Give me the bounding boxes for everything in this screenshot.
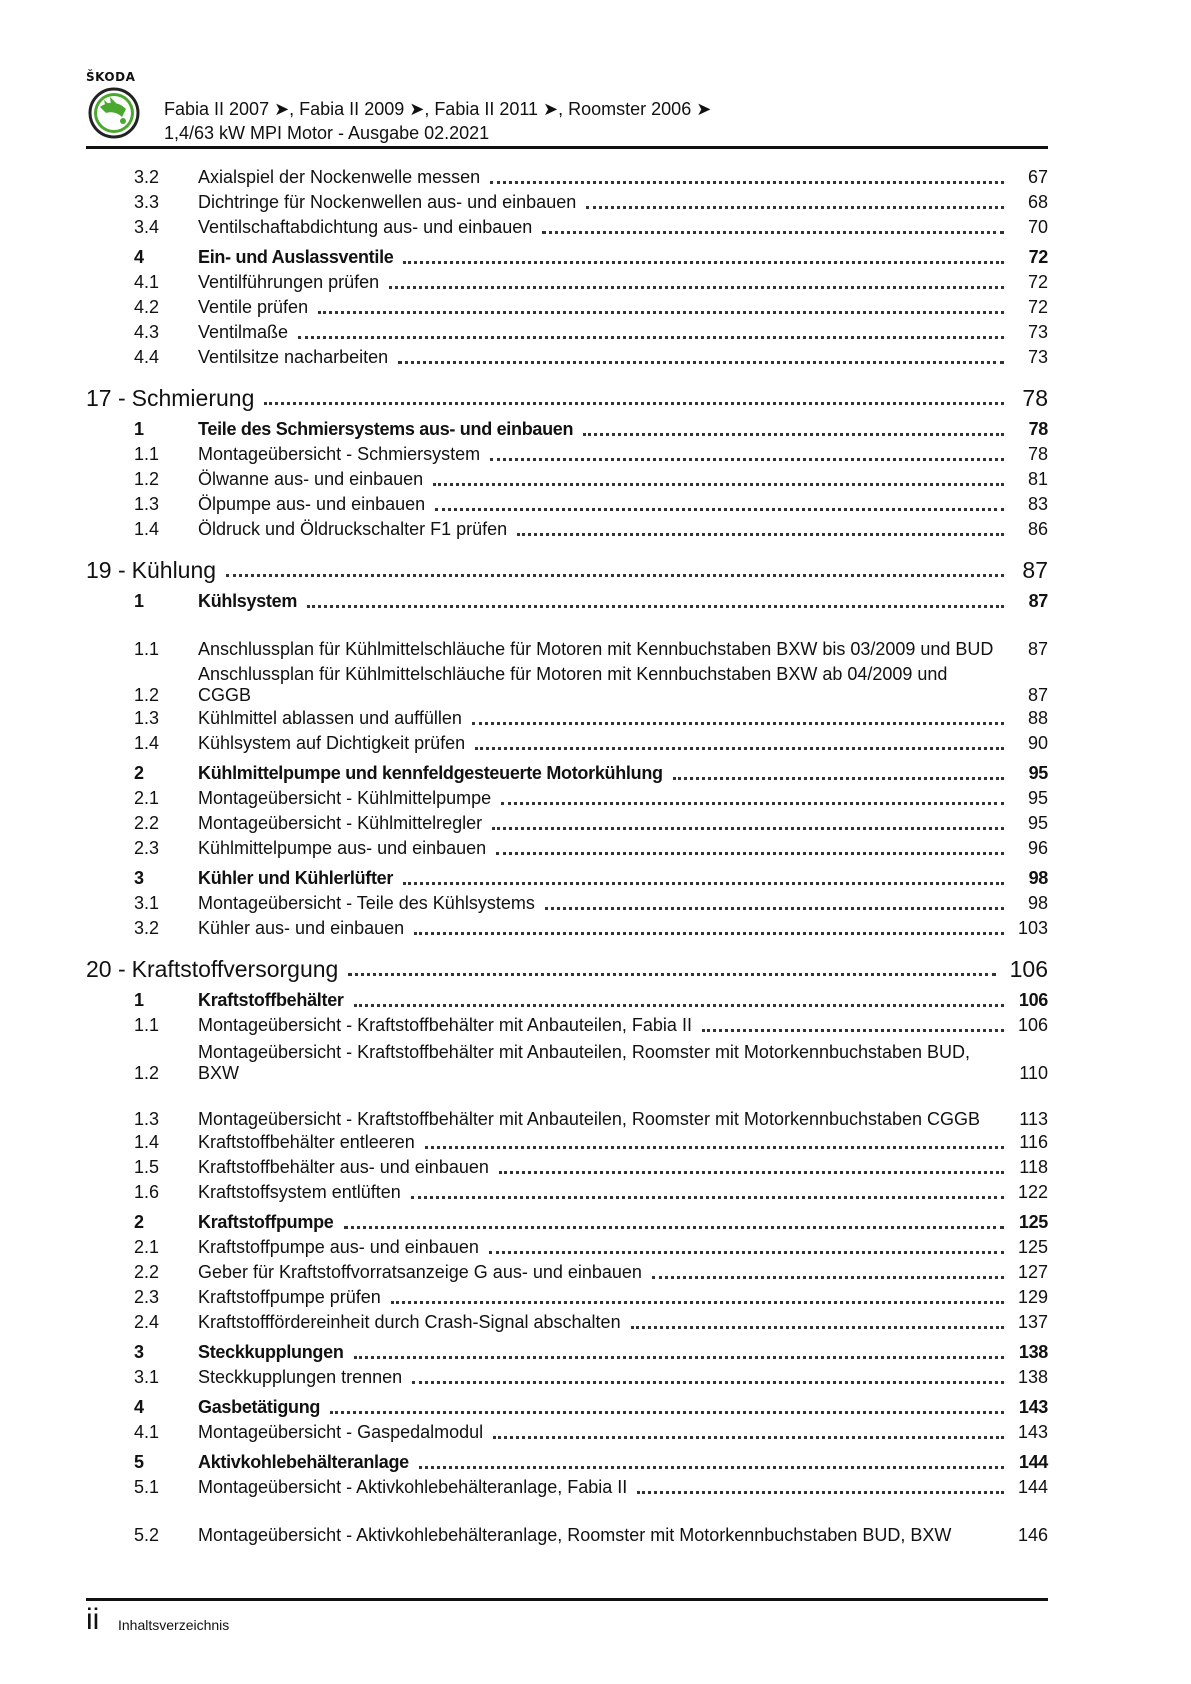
toc-entry-title[interactable]: Montageübersicht - Teile des Kühlsystems bbox=[198, 891, 545, 916]
toc-entry-page[interactable]: 78 bbox=[1028, 419, 1048, 439]
toc-entry-page[interactable]: 125 bbox=[1018, 1212, 1048, 1232]
toc-entry-number: 3.4 bbox=[134, 217, 160, 237]
dot-leader bbox=[298, 335, 1004, 339]
toc-entry-page[interactable]: 87 bbox=[1022, 557, 1048, 583]
toc-entry-number: 1.1 bbox=[134, 444, 160, 464]
toc-entry-title[interactable]: Montageübersicht - Schmiersystem bbox=[198, 442, 490, 467]
dot-leader bbox=[583, 432, 1004, 436]
toc-entry-page[interactable]: 67 bbox=[1027, 167, 1048, 187]
toc-entry-page[interactable]: 103 bbox=[1017, 918, 1048, 938]
toc-entry-page[interactable]: 125 bbox=[1017, 1237, 1048, 1257]
toc-entry-title[interactable]: Axialspiel der Nockenwelle messen bbox=[198, 165, 490, 190]
toc-entry-page[interactable]: 138 bbox=[1018, 1342, 1048, 1362]
dot-leader bbox=[490, 457, 1004, 461]
toc-entry-number: 4.1 bbox=[134, 1422, 160, 1442]
toc-entry-page[interactable]: 81 bbox=[1027, 469, 1048, 489]
toc-entry-title[interactable]: Kühler aus- und einbauen bbox=[198, 916, 414, 941]
header-divider bbox=[86, 146, 1048, 149]
toc-entry[interactable] bbox=[86, 1038, 1048, 1084]
toc-entry-number: 1.6 bbox=[134, 1182, 160, 1202]
toc-entry[interactable] bbox=[86, 1235, 1048, 1260]
toc-entry-title[interactable]: Kühler und Kühlerlüfter bbox=[198, 866, 403, 891]
toc-entry-number: 1 bbox=[134, 990, 144, 1010]
toc-entry-title[interactable]: Kraftstoffbehälter entleeren bbox=[198, 1130, 425, 1155]
toc-entry[interactable] bbox=[86, 492, 1048, 517]
toc-entry[interactable] bbox=[86, 442, 1048, 467]
footer-section-label: Inhaltsverzeichnis bbox=[118, 1617, 230, 1633]
toc-entry-title[interactable]: Montageübersicht - Kraftstoffbehälter mit Anbauteilen, Roomster mit Motorkennbuchstaben CGGB bbox=[198, 1109, 1004, 1130]
toc-entry[interactable] bbox=[86, 891, 1048, 916]
toc-entry-number: 1.3 bbox=[134, 708, 160, 728]
toc-entry[interactable] bbox=[86, 165, 1048, 190]
toc-entry-title[interactable]: Ein- und Auslassventile bbox=[198, 245, 403, 270]
toc-entry-page[interactable]: 129 bbox=[1017, 1287, 1048, 1307]
toc-entry-title[interactable]: Anschlussplan für Kühlmittelschläuche für Motoren mit Kennbuchstaben BXW bis 03/2009 und BUD bbox=[198, 639, 1004, 660]
toc-entry[interactable] bbox=[86, 270, 1048, 295]
dot-leader bbox=[264, 401, 1004, 405]
dot-leader bbox=[496, 851, 1004, 855]
dot-leader bbox=[586, 205, 1004, 209]
toc-entry-number: 2.2 bbox=[134, 1262, 160, 1282]
toc-entry-title[interactable]: Montageübersicht - Kraftstoffbehälter mit Anbauteilen, Roomster mit Motorkennbuchstaben BUD, BXW bbox=[198, 1042, 1004, 1084]
toc-entry[interactable] bbox=[86, 866, 1048, 891]
toc-entry[interactable] bbox=[86, 1260, 1048, 1285]
toc-entry-number: 17 - bbox=[86, 385, 126, 411]
dot-leader bbox=[489, 1250, 1004, 1254]
toc-entry[interactable] bbox=[86, 1180, 1048, 1205]
brand-wordmark: ŠKODA bbox=[86, 70, 136, 84]
toc-entry-page[interactable]: 88 bbox=[1027, 708, 1048, 728]
dot-leader bbox=[414, 931, 1004, 935]
toc-entry[interactable] bbox=[86, 345, 1048, 370]
toc-entry-page[interactable]: 144 bbox=[1017, 1477, 1048, 1497]
toc-entry-title[interactable]: Montageübersicht - Kühlmittelpumpe bbox=[198, 786, 501, 811]
toc-entry[interactable] bbox=[86, 467, 1048, 492]
toc-entry-title[interactable]: Montageübersicht - Aktivkohlebehälteranlage, Fabia II bbox=[198, 1475, 637, 1500]
toc-entry-title[interactable]: Ölwanne aus- und einbauen bbox=[198, 467, 433, 492]
toc-entry-number: 1.3 bbox=[134, 1109, 160, 1129]
toc-entry-number: 1.1 bbox=[134, 639, 160, 659]
toc-chapter-entry[interactable] bbox=[86, 552, 1048, 584]
footer-page-number: ii bbox=[86, 1603, 100, 1636]
toc-entry-number: 4.4 bbox=[134, 347, 160, 367]
toc-entry-page[interactable]: 87 bbox=[1027, 685, 1048, 705]
toc-entry-number: 2.3 bbox=[134, 1287, 160, 1307]
toc-entry[interactable] bbox=[86, 417, 1048, 442]
toc-entry-page[interactable]: 95 bbox=[1027, 788, 1048, 808]
toc-entry-title[interactable]: Ölpumpe aus- und einbauen bbox=[198, 492, 435, 517]
toc-entry-title[interactable]: Montageübersicht - Kühlmittelregler bbox=[198, 811, 492, 836]
toc-entry-title[interactable]: Ventilführungen prüfen bbox=[198, 270, 389, 295]
dot-leader bbox=[673, 776, 1004, 780]
toc-entry-page[interactable]: 95 bbox=[1027, 813, 1048, 833]
toc-entry-title[interactable]: Ventile prüfen bbox=[198, 295, 318, 320]
toc-entry-title[interactable]: Ventilschaftabdichtung aus- und einbauen bbox=[198, 215, 542, 240]
toc-entry[interactable] bbox=[86, 1365, 1048, 1390]
toc-entry-number: 2.2 bbox=[134, 813, 160, 833]
toc-entry-number: 1.4 bbox=[134, 733, 160, 753]
toc-entry-page[interactable]: 78 bbox=[1022, 385, 1048, 411]
dot-leader bbox=[542, 230, 1004, 234]
dot-leader bbox=[398, 360, 1004, 364]
toc-entry[interactable] bbox=[86, 589, 1048, 614]
toc-entry[interactable] bbox=[86, 295, 1048, 320]
toc-entry-title[interactable]: Öldruck und Öldruckschalter F1 prüfen bbox=[198, 517, 517, 542]
toc-entry[interactable] bbox=[86, 614, 1048, 660]
toc-entry[interactable] bbox=[86, 660, 1048, 706]
toc-entry[interactable] bbox=[86, 1420, 1048, 1445]
toc-entry-title[interactable]: Kühlmittel ablassen und auffüllen bbox=[198, 706, 472, 731]
toc-entry-title[interactable]: Ventilsitze nacharbeiten bbox=[198, 345, 398, 370]
dot-leader bbox=[348, 972, 995, 976]
toc-entry-number: 3 bbox=[134, 1342, 144, 1362]
toc-chapter-entry[interactable] bbox=[86, 951, 1048, 983]
toc-entry-page[interactable]: 87 bbox=[1028, 591, 1048, 611]
toc-entry-page[interactable]: 137 bbox=[1017, 1312, 1048, 1332]
toc-entry[interactable] bbox=[86, 786, 1048, 811]
toc-entry-title[interactable]: Kraftstofffördereinheit durch Crash-Signal abschalten bbox=[198, 1310, 631, 1335]
toc-entry-page[interactable]: 110 bbox=[1019, 1063, 1048, 1083]
toc-entry-title[interactable]: Kraftstoffversorgung bbox=[132, 955, 349, 983]
toc-entry-title[interactable]: Dichtringe für Nockenwellen aus- und einbauen bbox=[198, 190, 586, 215]
dot-leader bbox=[318, 310, 1004, 314]
dot-leader bbox=[344, 1225, 1005, 1229]
dot-leader bbox=[403, 881, 1004, 885]
toc-entry[interactable] bbox=[86, 1310, 1048, 1335]
dot-leader bbox=[226, 573, 1004, 577]
toc-entry-page[interactable]: 144 bbox=[1018, 1452, 1048, 1472]
toc-entry-number: 4 bbox=[134, 1397, 144, 1417]
toc-entry[interactable] bbox=[86, 761, 1048, 786]
toc-entry-title[interactable]: Steckkupplungen trennen bbox=[198, 1365, 412, 1390]
footer-divider bbox=[86, 1598, 1048, 1601]
toc-entry-page[interactable]: 86 bbox=[1027, 519, 1048, 539]
toc-entry-page[interactable]: 143 bbox=[1017, 1422, 1048, 1442]
toc-entry[interactable] bbox=[86, 1500, 1048, 1546]
toc-entry-title[interactable]: Teile des Schmiersystems aus- und einbauen bbox=[198, 417, 583, 442]
toc-entry-number: 3 bbox=[134, 868, 144, 888]
toc-entry[interactable] bbox=[86, 1084, 1048, 1130]
toc-entry-page[interactable]: 95 bbox=[1028, 763, 1048, 783]
toc-entry-number: 1 bbox=[134, 591, 144, 611]
toc-entry[interactable] bbox=[86, 517, 1048, 542]
toc-entry-page[interactable]: 78 bbox=[1027, 444, 1048, 464]
toc-entry-page[interactable]: 68 bbox=[1027, 192, 1048, 212]
dot-leader bbox=[472, 721, 1004, 725]
toc-entry-title[interactable]: Steckkupplungen bbox=[198, 1340, 354, 1365]
dot-leader bbox=[425, 1145, 1004, 1149]
dot-leader bbox=[330, 1410, 1004, 1414]
dot-leader bbox=[492, 826, 1004, 830]
dot-leader bbox=[435, 507, 1004, 511]
toc-entry-number: 3.2 bbox=[134, 167, 160, 187]
toc-entry-page[interactable]: 106 bbox=[1017, 1015, 1048, 1035]
toc-entry-page[interactable]: 146 bbox=[1018, 1525, 1049, 1545]
toc-entry-number: 1.2 bbox=[134, 685, 160, 705]
toc-entry-page[interactable]: 72 bbox=[1027, 272, 1048, 292]
toc-entry-number: 5.1 bbox=[134, 1477, 160, 1497]
toc-entry-number: 1.2 bbox=[134, 469, 160, 489]
toc-entry-number: 5 bbox=[134, 1452, 144, 1472]
toc-entry-number: 1.4 bbox=[134, 519, 160, 539]
dot-leader bbox=[493, 1435, 1004, 1439]
toc-entry-number: 2 bbox=[134, 1212, 144, 1232]
toc-entry[interactable] bbox=[86, 706, 1048, 731]
toc-entry-number: 2.1 bbox=[134, 788, 160, 808]
toc-chapter-entry[interactable] bbox=[86, 380, 1048, 412]
toc-entry-number: 3.1 bbox=[134, 1367, 160, 1387]
toc-entry-page[interactable]: 73 bbox=[1027, 347, 1048, 367]
toc-entry-page[interactable]: 73 bbox=[1027, 322, 1048, 342]
toc-entry[interactable] bbox=[86, 1130, 1048, 1155]
dot-leader bbox=[490, 180, 1004, 184]
toc-entry-number: 4.2 bbox=[134, 297, 160, 317]
dot-leader bbox=[702, 1028, 1004, 1032]
toc-entry-number: 1.4 bbox=[134, 1132, 160, 1152]
toc-entry-number: 2.3 bbox=[134, 838, 160, 858]
toc-entry[interactable] bbox=[86, 1340, 1048, 1365]
toc-entry-title[interactable]: Montageübersicht - Kraftstoffbehälter mit Anbauteilen, Fabia II bbox=[198, 1013, 702, 1038]
toc-entry-title[interactable]: Aktivkohlebehälteranlage bbox=[198, 1450, 419, 1475]
toc-entry-number: 3.2 bbox=[134, 918, 160, 938]
toc-entry[interactable] bbox=[86, 1210, 1048, 1235]
toc-entry-number: 2 bbox=[134, 763, 144, 783]
dot-leader bbox=[354, 1003, 1004, 1007]
toc-entry-page[interactable]: 98 bbox=[1028, 868, 1048, 888]
dot-leader bbox=[354, 1355, 1004, 1359]
toc-entry-number: 19 - bbox=[86, 557, 126, 583]
toc-entry-number: 4 bbox=[134, 247, 144, 267]
toc-entry-page[interactable]: 116 bbox=[1019, 1132, 1048, 1152]
toc-entry-page[interactable]: 83 bbox=[1027, 494, 1048, 514]
dot-leader bbox=[545, 906, 1004, 910]
toc-entry-title[interactable]: Kraftstoffpumpe aus- und einbauen bbox=[198, 1235, 489, 1260]
toc-entry-number: 1.3 bbox=[134, 494, 160, 514]
toc-entry-number: 2.4 bbox=[134, 1312, 160, 1332]
dot-leader bbox=[419, 1465, 1004, 1469]
toc-entry-page[interactable]: 106 bbox=[1018, 990, 1048, 1010]
toc-entry-number: 1 bbox=[134, 419, 144, 439]
dot-leader bbox=[517, 532, 1004, 536]
toc-entry-page[interactable]: 70 bbox=[1027, 217, 1048, 237]
toc-entry-page[interactable]: 72 bbox=[1028, 247, 1048, 267]
toc-entry-title[interactable]: Montageübersicht - Aktivkohlebehälteranlage, Roomster mit Motorkennbuchstaben BUD, BXW bbox=[198, 1525, 1004, 1546]
toc-entry-title[interactable]: Kraftstoffpumpe bbox=[198, 1210, 344, 1235]
dot-leader bbox=[433, 482, 1004, 486]
dot-leader bbox=[391, 1300, 1004, 1304]
toc-entry-page[interactable]: 138 bbox=[1017, 1367, 1048, 1387]
toc-entry-page[interactable]: 143 bbox=[1018, 1397, 1048, 1417]
toc-entry[interactable] bbox=[86, 988, 1048, 1013]
toc-entry[interactable] bbox=[86, 1013, 1048, 1038]
toc-entry-page[interactable]: 106 bbox=[1009, 956, 1048, 982]
toc-entry-number: 3.3 bbox=[134, 192, 160, 212]
toc-entry-title[interactable]: Ventilmaße bbox=[198, 320, 298, 345]
dot-leader bbox=[307, 604, 1004, 608]
toc-entry-number: 20 - bbox=[86, 956, 126, 982]
document-title bbox=[164, 97, 711, 145]
table-of-contents bbox=[86, 165, 1048, 1546]
toc-entry-page[interactable]: 98 bbox=[1027, 893, 1048, 913]
toc-entry-number: 2.1 bbox=[134, 1237, 160, 1257]
toc-entry-title[interactable]: Kühlsystem auf Dichtigkeit prüfen bbox=[198, 731, 475, 756]
toc-entry-number: 3.1 bbox=[134, 893, 160, 913]
toc-entry-title[interactable]: Kühlsystem bbox=[198, 589, 307, 614]
dot-leader bbox=[637, 1490, 1004, 1494]
toc-entry-page[interactable]: 118 bbox=[1019, 1157, 1048, 1177]
dot-leader bbox=[652, 1275, 1004, 1279]
toc-entry-page[interactable]: 96 bbox=[1027, 838, 1048, 858]
toc-entry[interactable] bbox=[86, 190, 1048, 215]
dot-leader bbox=[631, 1325, 1004, 1329]
toc-entry[interactable] bbox=[86, 1395, 1048, 1420]
title-line-models: Fabia II 2007 ➤, Fabia II 2009 ➤, Fabia II 2011 ➤, Roomster 2006 ➤ bbox=[164, 99, 712, 119]
toc-entry-title[interactable]: Gasbetätigung bbox=[198, 1395, 330, 1420]
dot-leader bbox=[389, 285, 1004, 289]
toc-entry[interactable] bbox=[86, 916, 1048, 941]
toc-entry[interactable] bbox=[86, 320, 1048, 345]
toc-entry[interactable] bbox=[86, 1285, 1048, 1310]
toc-entry-title[interactable]: Kühlmittelpumpe und kennfeldgesteuerte Motorkühlung bbox=[198, 761, 673, 786]
toc-entry[interactable] bbox=[86, 1475, 1048, 1500]
title-line-engine: 1,4/63 kW MPI Motor - Ausgabe 02.2021 bbox=[164, 123, 490, 143]
toc-entry-title[interactable]: Kühlmittelpumpe aus- und einbauen bbox=[198, 836, 496, 861]
toc-entry-title[interactable]: Kraftstoffbehälter aus- und einbauen bbox=[198, 1155, 499, 1180]
toc-entry[interactable] bbox=[86, 811, 1048, 836]
toc-entry-title[interactable]: Kraftstoffpumpe prüfen bbox=[198, 1285, 391, 1310]
toc-entry-title[interactable]: Kraftstoffbehälter bbox=[198, 988, 354, 1013]
toc-entry[interactable] bbox=[86, 731, 1048, 756]
dot-leader bbox=[411, 1195, 1004, 1199]
toc-entry-number: 5.2 bbox=[134, 1525, 160, 1545]
dot-leader bbox=[475, 746, 1004, 750]
toc-entry-page[interactable]: 72 bbox=[1027, 297, 1048, 317]
toc-entry[interactable] bbox=[86, 1450, 1048, 1475]
toc-entry-number: 1.2 bbox=[134, 1063, 160, 1083]
toc-entry-title[interactable]: Kühlung bbox=[132, 556, 226, 584]
toc-entry-number: 4.1 bbox=[134, 272, 160, 292]
toc-entry-page[interactable]: 122 bbox=[1017, 1182, 1048, 1202]
toc-entry-number: 1.1 bbox=[134, 1015, 160, 1035]
dot-leader bbox=[499, 1170, 1004, 1174]
toc-entry-title[interactable]: Schmierung bbox=[132, 384, 265, 412]
toc-entry-page[interactable]: 90 bbox=[1027, 733, 1048, 753]
toc-entry[interactable] bbox=[86, 245, 1048, 270]
dot-leader bbox=[501, 801, 1004, 805]
toc-entry-page[interactable]: 113 bbox=[1019, 1109, 1048, 1129]
toc-entry[interactable] bbox=[86, 1155, 1048, 1180]
dot-leader bbox=[403, 260, 1004, 264]
skoda-logo-icon bbox=[88, 87, 140, 139]
toc-entry-number: 4.3 bbox=[134, 322, 160, 342]
dot-leader bbox=[412, 1380, 1004, 1384]
toc-entry[interactable] bbox=[86, 836, 1048, 861]
toc-entry-page[interactable]: 127 bbox=[1017, 1262, 1048, 1282]
toc-entry-title[interactable]: Geber für Kraftstoffvorratsanzeige G aus- und einbauen bbox=[198, 1260, 652, 1285]
toc-entry-title[interactable]: Kraftstoffsystem entlüften bbox=[198, 1180, 411, 1205]
page-header bbox=[86, 70, 1048, 148]
toc-entry-page[interactable]: 87 bbox=[1027, 639, 1048, 659]
toc-entry[interactable] bbox=[86, 215, 1048, 240]
toc-entry-title[interactable]: Anschlussplan für Kühlmittelschläuche für Motoren mit Kennbuchstaben BXW ab 04/2009 und CGGB bbox=[198, 664, 1004, 706]
toc-entry-number: 1.5 bbox=[134, 1157, 160, 1177]
toc-entry-title[interactable]: Montageübersicht - Gaspedalmodul bbox=[198, 1420, 493, 1445]
